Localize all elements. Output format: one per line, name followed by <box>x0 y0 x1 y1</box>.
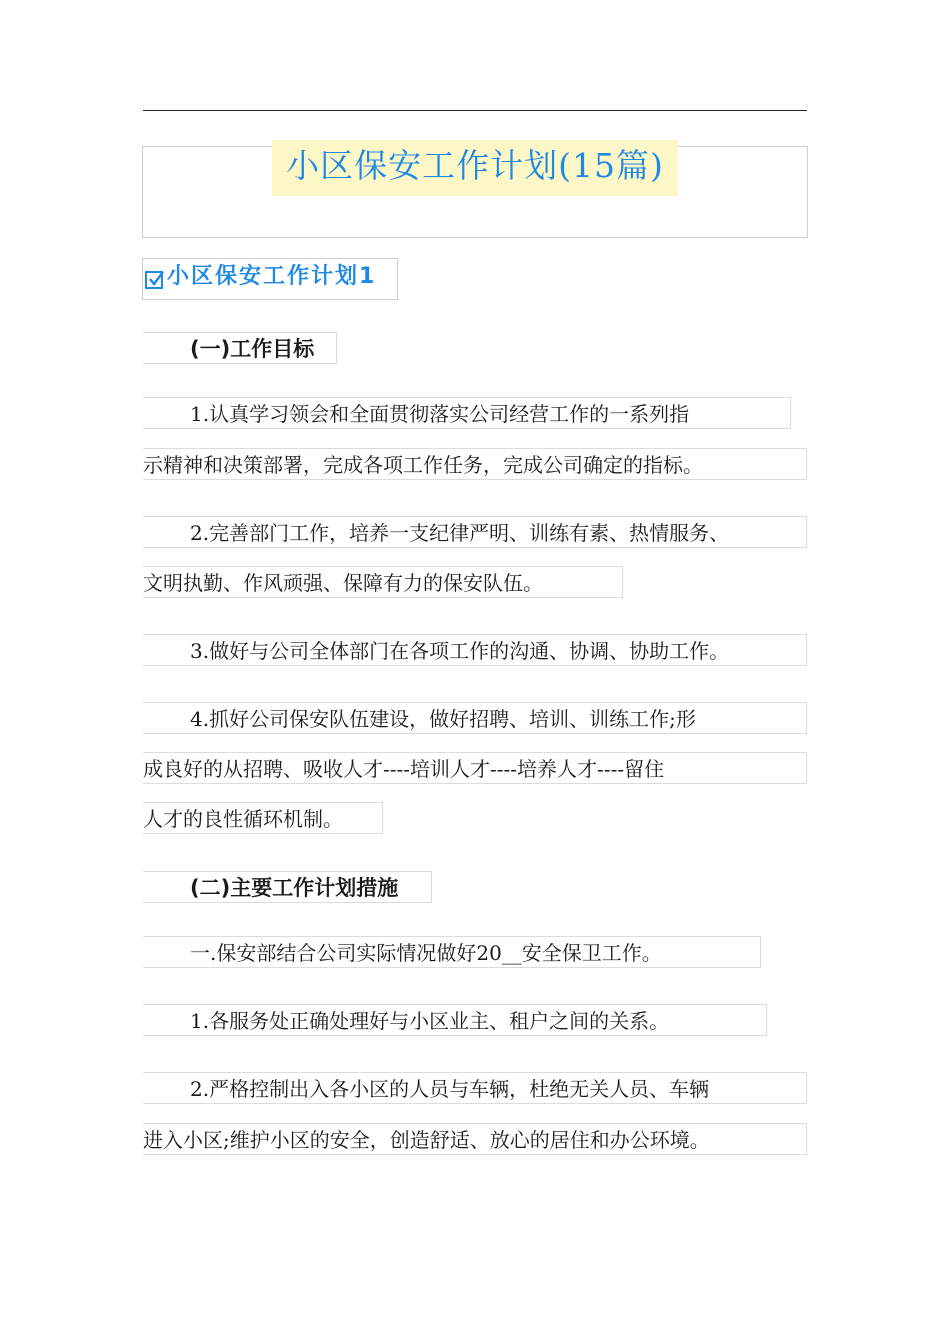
paragraph-line: 1.认真学习领会和全面贯彻落实公司经营工作的一系列指 <box>143 397 791 429</box>
subheading-goals: (一)工作目标 <box>143 332 337 364</box>
paragraph-line: 4.抓好公司保安队伍建设，做好招聘、培训、训练工作;形 <box>143 702 807 734</box>
paragraph-line: 2.严格控制出入各小区的人员与车辆，杜绝无关人员、车辆 <box>143 1072 807 1104</box>
paragraph-line: 2.完善部门工作，培养一支纪律严明、训练有素、热情服务、 <box>143 516 807 548</box>
paragraph-line: 人才的良性循环机制。 <box>143 802 383 834</box>
top-rule <box>143 110 807 111</box>
paragraph-line: 文明执勤、作风顽强、保障有力的保安队伍。 <box>143 566 623 598</box>
paragraph-line: 3.做好与公司全体部门在各项工作的沟通、协调、协助工作。 <box>143 634 807 666</box>
document-title: 小区保安工作计划(15篇) <box>272 140 678 196</box>
paragraph-line: 成良好的从招聘、吸收人才----培训人才----培养人才----留住 <box>143 752 807 784</box>
paragraph-line: 进入小区;维护小区的安全，创造舒适、放心的居住和办公环境。 <box>143 1123 807 1155</box>
checkbox-icon <box>145 271 163 289</box>
paragraph-line: 一.保安部结合公司实际情况做好20__安全保卫工作。 <box>143 936 761 968</box>
paragraph-line: 示精神和决策部署，完成各项工作任务，完成公司确定的指标。 <box>143 448 807 480</box>
subheading-measures: (二)主要工作计划措施 <box>143 871 432 903</box>
paragraph-line: 1.各服务处正确处理好与小区业主、租户之间的关系。 <box>143 1004 767 1036</box>
section-heading: 小区保安工作计划1 <box>167 264 377 289</box>
